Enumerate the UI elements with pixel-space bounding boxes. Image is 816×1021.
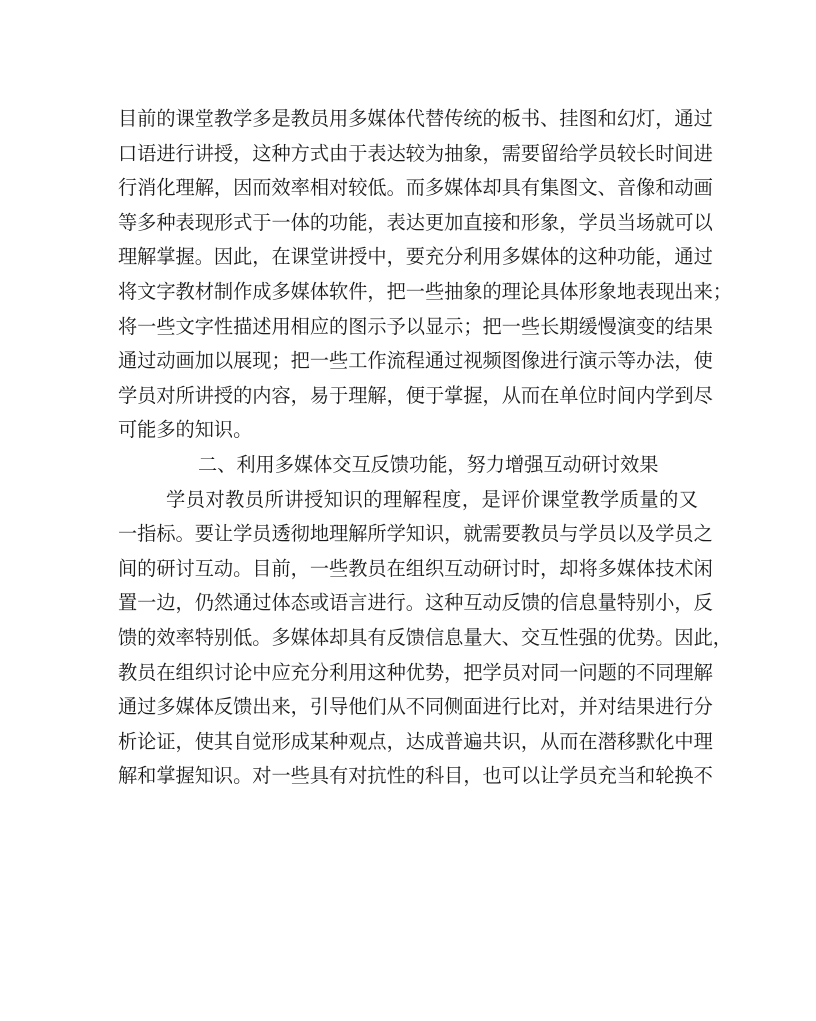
paragraph-line: 一指标。要让学员透彻地理解所学知识，就需要教员与学员以及学员之 [118, 522, 713, 546]
paragraph-line: 教员在组织讨论中应充分利用这种优势，把学员对同一问题的不同理解 [118, 660, 713, 684]
paragraph-continuation [118, 102, 732, 448]
paragraph-line: 目前的课堂教学多是教员用多媒体代替传统的板书、挂图和幻灯，通过 [118, 107, 713, 130]
paragraph-line: 通过多媒体反馈出来，引导他们从不同侧面进行比对，并对结果进行分 [118, 695, 713, 719]
paragraph-line: 馈的效率特别低。多媒体却具有反馈信息量大、交互性强的优势。因此， [118, 625, 732, 649]
paragraph-section-two [118, 483, 732, 794]
paragraph-line: 学员对教员所讲授知识的理解程度，是评价课堂教学质量的又 [166, 487, 698, 511]
paragraph-line: 理解掌握。因此，在课堂讲授中，要充分利用多媒体的这种功能，通过 [118, 245, 713, 269]
paragraph-line: 等多种表现形式于一体的功能，表达更加直接和形象，学员当场就可以 [118, 210, 713, 234]
paragraph-line: 间的研讨互动。目前，一些教员在组织互动研讨时，却将多媒体技术闲 [118, 556, 713, 580]
paragraph-line: 可能多的知识。 [118, 418, 253, 442]
paragraph-line: 口语进行讲授，这种方式由于表达较为抽象，需要留给学员较长时间进 [118, 141, 713, 165]
paragraph-line: 析论证，使其自觉形成某种观点，达成普遍共识，从而在潜移默化中理 [118, 729, 713, 753]
paragraph-line: 学员对所讲授的内容，易于理解，便于掌握，从而在单位时间内学到尽 [118, 383, 713, 407]
paragraph-line: 行消化理解，因而效率相对较低。而多媒体却具有集图文、音像和动画 [118, 176, 713, 200]
paragraph-line: 置一边，仍然通过体态或语言进行。这种互动反馈的信息量特别小，反 [118, 591, 713, 615]
paragraph-line: 将一些文字性描述用相应的图示予以显示；把一些长期缓慢演变的结果 [118, 314, 713, 338]
paragraph-line: 通过动画加以展现；把一些工作流程通过视频图像进行演示等办法，使 [118, 349, 713, 373]
section-heading: 二、利用多媒体交互反馈功能，努力增强互动研讨效果 [198, 452, 659, 476]
paragraph-line: 解和掌握知识。对一些具有对抗性的科目，也可以让学员充当和轮换不 [118, 764, 713, 788]
paragraph-line: 将文字教材制作成多媒体软件，把一些抽象的理论具体形象地表现出来； [118, 279, 732, 303]
document-body [118, 102, 732, 794]
